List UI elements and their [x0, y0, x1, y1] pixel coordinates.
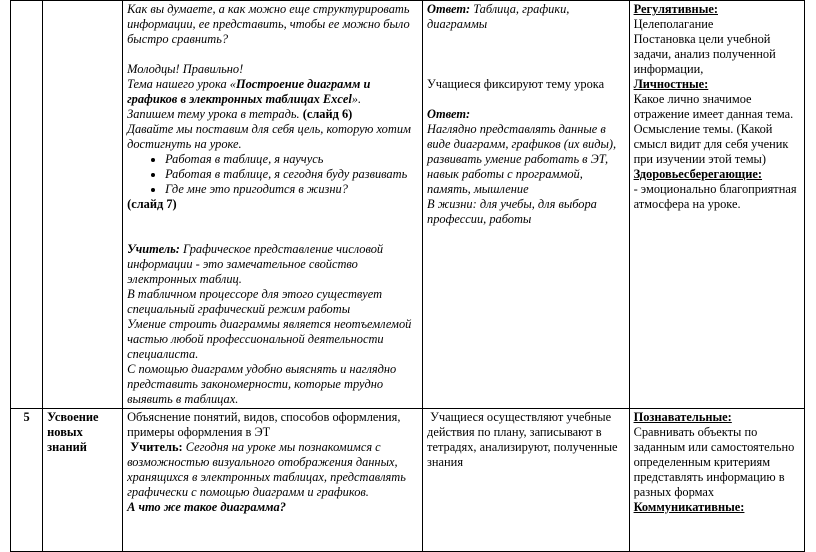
teacher-question: Как вы думаете, а как можно еще структурировать информации, ее представить, чтобы ее можно было быстро сравнить? — [127, 2, 410, 46]
skill-text: Умение строить диаграммы является неотъемлемой частью любой профессиональной деятельности специалиста. — [127, 317, 412, 361]
goal-text: Давайте мы поставим для себя цель, которую хотим достигнуть на уроке. — [127, 122, 411, 151]
write-topic-instruction: Запишем тему урока в тетрадь. (слайд 6) — [127, 107, 353, 121]
student-actions-text: Учащиеся осуществляют учебные действия по плану, записывают в тетрадях, анализируют, полученные знания — [427, 410, 618, 469]
lesson-plan-table — [10, 0, 805, 552]
teacher-today-text: Учитель: Сегодня на уроке мы познакомимся с возможностью визуального отображения данных, хранящихся в электронных таблицах, представлять графически с помощью диаграмм и графиков. — [127, 440, 406, 499]
lesson-topic: Тема нашего урока «Построение диаграмм и графиков в электронных таблицах Excel». — [127, 77, 371, 106]
graph-info-text: Учитель: Графическое представление числовой информации - это замечательное свойство электронных таблиц. — [127, 242, 384, 286]
list-item: • Работая в таблице, я сегодня буду развивать — [165, 167, 418, 182]
student-activity-cell — [423, 409, 630, 552]
cognitive-heading: Познавательные: — [633, 410, 732, 424]
list-item: • Где мне это пригодится в жизни? — [165, 182, 418, 197]
uud-cell — [629, 409, 804, 552]
teacher-praise: Молодцы! Правильно! — [127, 62, 244, 76]
health-heading: Здоровьесберегающие: — [633, 167, 763, 181]
table-row — [11, 1, 805, 409]
table-row — [11, 409, 805, 552]
cognitive-1: Сравнивать объекты по заданным или самостоятельно определенным критериям представлять информацию в разных формах — [633, 425, 795, 499]
help-text: С помощью диаграмм удобно выяснять и наглядно представить закономерности, которые трудно выявить в таблицах. — [127, 362, 397, 406]
answer-1: Ответ: Таблица, графики, диаграммы — [427, 2, 570, 31]
teacher-activity-cell — [123, 1, 423, 409]
answer-2: Наглядно представлять данные в виде диаграмм, графиков (их виды), развивать умение работать в ЭТ, навык работы с программой, память, мышление — [427, 122, 617, 196]
answer-2-label: Ответ: — [427, 107, 471, 121]
stage-number: 5 — [11, 409, 43, 552]
stage-number-cell — [11, 1, 43, 409]
what-is-diagram-question: А что же такое диаграмма? — [127, 500, 286, 514]
processor-text: В табличном процессоре для этого существует специальный графический режим работы — [127, 287, 383, 316]
regulative-1: Целеполагание — [633, 17, 714, 31]
stage-name-cell — [43, 1, 123, 409]
intro-text: Объяснение понятий, видов, способов оформления, примеры оформления в ЭТ — [127, 410, 401, 439]
teacher-activity-cell — [123, 409, 423, 552]
health-1: - эмоционально благоприятная атмосфера на уроке. — [633, 182, 797, 211]
uud-cell — [629, 1, 804, 409]
stage-name: Усвоение новых знаний — [43, 409, 123, 552]
goal-list — [127, 152, 418, 197]
regulative-heading: Регулятивные: — [633, 2, 718, 16]
answer-3: В жизни: для учебы, для выбора профессии, работы — [427, 197, 597, 226]
personal-heading: Личностные: — [633, 77, 709, 91]
regulative-2: Постановка цели учебной задачи, анализ полученной информации, — [633, 32, 776, 76]
fix-topic-text: Учащиеся фиксируют тему урока — [427, 77, 605, 91]
slide-7-ref: (слайд 7) — [127, 197, 177, 211]
student-activity-cell — [423, 1, 630, 409]
list-item: • Работая в таблице, я научусь — [165, 152, 418, 167]
personal-1: Какое лично значимое отражение имеет данная тема. Осмысление темы. (Какой смысл видит для себя ученик при изучении этой темы) — [633, 92, 794, 166]
communicative-heading: Коммуникативные: — [633, 500, 745, 514]
